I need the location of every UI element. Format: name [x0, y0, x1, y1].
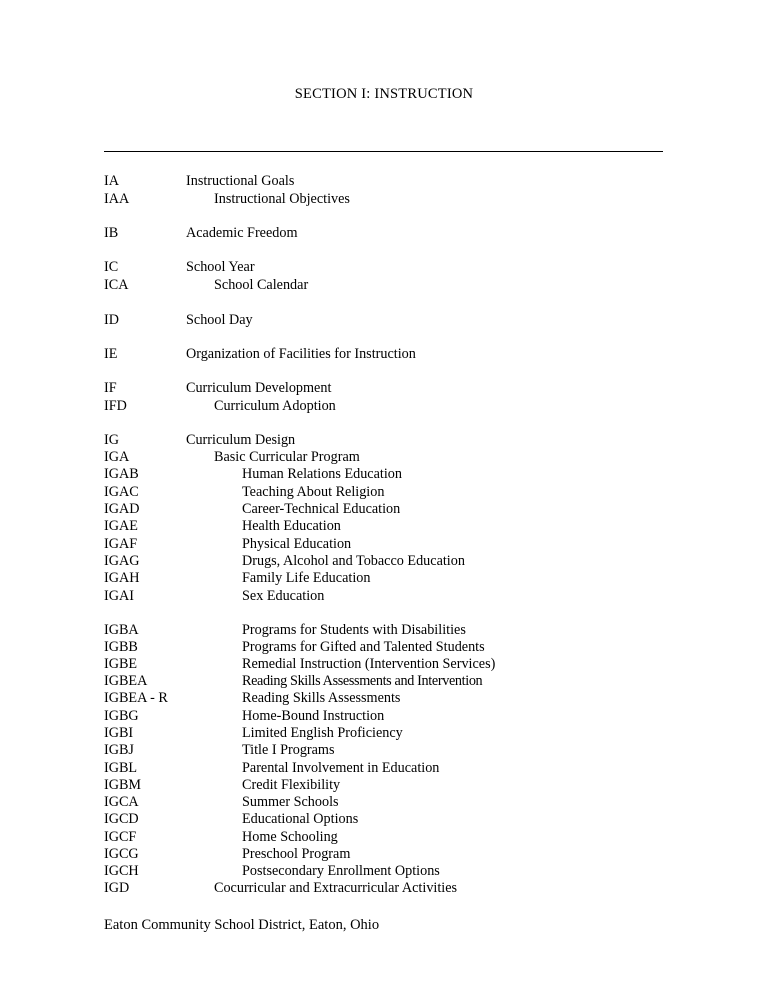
policy-title: Programs for Students with Disabilities	[242, 622, 466, 638]
policy-title: Instructional Objectives	[214, 191, 350, 207]
policy-code: IGCD	[104, 811, 139, 827]
policy-title: Home-Bound Instruction	[242, 708, 385, 724]
policy-title: Career-Technical Education	[242, 501, 401, 517]
footer-district-name: Eaton Community School District, Eaton, Ohio	[104, 917, 380, 933]
policy-code: IGCH	[104, 863, 139, 879]
policy-title: School Day	[186, 312, 253, 328]
policy-title: Teaching About Religion	[242, 484, 385, 500]
policy-title: Parental Involvement in Education	[242, 760, 440, 776]
policy-code: IGBB	[104, 639, 138, 655]
policy-code: IGAC	[104, 484, 139, 500]
policy-title: Preschool Program	[242, 846, 351, 862]
policy-title: Sex Education	[242, 588, 325, 604]
policy-title: Curriculum Design	[186, 432, 296, 448]
policy-code: IGAI	[104, 588, 134, 604]
policy-code: IGD	[104, 880, 130, 896]
policy-code: ID	[104, 312, 119, 328]
policy-title: School Calendar	[214, 277, 309, 293]
policy-title: Credit Flexibility	[242, 777, 341, 793]
policy-code: IGAF	[104, 536, 138, 552]
policy-code: IA	[104, 173, 119, 189]
policy-code: IF	[104, 380, 117, 396]
policy-code: IGBA	[104, 622, 139, 638]
policy-code: IE	[104, 346, 118, 362]
policy-code: IGAB	[104, 466, 139, 482]
policy-title: Cocurricular and Extracurricular Activities	[214, 880, 458, 896]
policy-title: Remedial Instruction (Intervention Services)	[242, 656, 496, 672]
policy-code: IGCG	[104, 846, 139, 862]
policy-title: Curriculum Adoption	[214, 398, 336, 414]
policy-code: IAA	[104, 191, 130, 207]
policy-code: IGBL	[104, 760, 138, 776]
policy-title: School Year	[186, 259, 255, 275]
policy-code: IGAH	[104, 570, 140, 586]
policy-code: IG	[104, 432, 119, 448]
policy-title: Reading Skills Assessments	[242, 690, 401, 706]
policy-title: Human Relations Education	[242, 466, 402, 482]
policy-title: Instructional Goals	[186, 173, 295, 189]
policy-code: IB	[104, 225, 119, 241]
policy-code: IGBEA	[104, 673, 148, 689]
policy-code: IFD	[104, 398, 127, 414]
policy-code: IGBEA - R	[104, 690, 168, 706]
policy-title: Reading Skills Assessments and Intervention	[242, 673, 483, 689]
policy-code: IGAG	[104, 553, 140, 569]
policy-title: Drugs, Alcohol and Tobacco Education	[242, 553, 465, 569]
policy-code: IGBM	[104, 777, 142, 793]
policy-code: IGBE	[104, 656, 138, 672]
policy-code: IGBG	[104, 708, 139, 724]
policy-code: IGAD	[104, 501, 140, 517]
policy-code: IGCA	[104, 794, 139, 810]
policy-title: Family Life Education	[242, 570, 371, 586]
policy-title: Limited English Proficiency	[242, 725, 403, 741]
policy-title: Curriculum Development	[186, 380, 332, 396]
policy-code: IGAE	[104, 518, 138, 534]
policy-title: Basic Curricular Program	[214, 449, 360, 465]
divider-rule	[104, 151, 663, 152]
policy-code: IC	[104, 259, 119, 275]
policy-code: IGBI	[104, 725, 134, 741]
policy-title: Postsecondary Enrollment Options	[242, 863, 440, 879]
policy-title: Academic Freedom	[186, 225, 298, 241]
policy-code: IGBJ	[104, 742, 134, 758]
page-title: SECTION I: INSTRUCTION	[294, 86, 474, 102]
policy-title: Health Education	[242, 518, 341, 534]
policy-code: ICA	[104, 277, 129, 293]
policy-title: Summer Schools	[242, 794, 339, 810]
policy-title: Physical Education	[242, 536, 352, 552]
policy-title: Educational Options	[242, 811, 359, 827]
policy-code: IGA	[104, 449, 130, 465]
policy-title: Title I Programs	[242, 742, 335, 758]
policy-code: IGCF	[104, 829, 137, 845]
policy-title: Programs for Gifted and Talented Students	[242, 639, 485, 655]
policy-title: Organization of Facilities for Instruction	[186, 346, 416, 362]
policy-title: Home Schooling	[242, 829, 338, 845]
